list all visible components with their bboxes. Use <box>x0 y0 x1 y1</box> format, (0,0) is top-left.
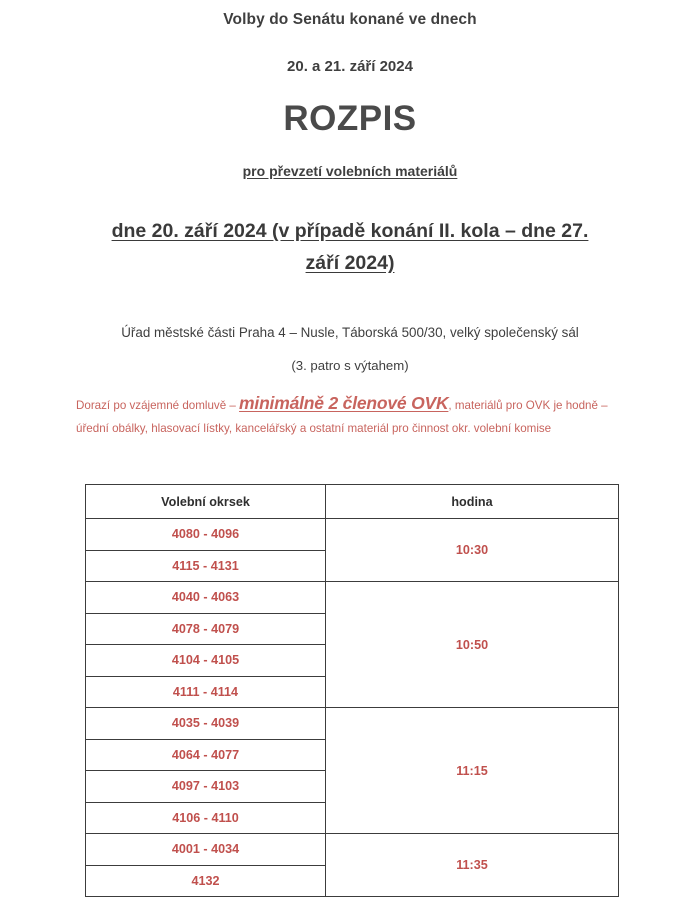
precinct-cell: 4040 - 4063 <box>86 582 326 614</box>
precinct-cell: 4035 - 4039 <box>86 708 326 740</box>
page-subtitle-text: pro převzetí volebních materiálů <box>242 163 458 179</box>
schedule-table-body <box>86 519 619 897</box>
note-emphasis: minimálně 2 členové OVK <box>239 393 449 413</box>
precinct-cell: 4115 - 4131 <box>86 550 326 582</box>
page-title: ROZPIS <box>283 99 417 138</box>
table-row <box>86 582 619 614</box>
hour-cell: 11:35 <box>326 834 619 897</box>
hour-cell: 10:30 <box>326 519 619 582</box>
precinct-cell: 4097 - 4103 <box>86 771 326 803</box>
note-line-2: hodně – úřední obálky, hlasovací lístky, kancelářský a ostatní materiál pro činnost okr. volební komise <box>76 399 608 435</box>
hour-cell: 11:15 <box>326 708 619 834</box>
column-header-precinct: Volební okrsek <box>86 485 326 519</box>
note-part-2: , materiálů pro OVK je <box>448 399 563 412</box>
table-row <box>86 519 619 551</box>
document-page <box>0 11 700 911</box>
precinct-cell: 4106 - 4110 <box>86 802 326 834</box>
precinct-cell: 4104 - 4105 <box>86 645 326 677</box>
precinct-cell: 4064 - 4077 <box>86 739 326 771</box>
heading-line-2: 20. a 21. září 2024 <box>287 58 413 75</box>
precinct-cell: 4001 - 4034 <box>86 834 326 866</box>
precinct-cell: 4078 - 4079 <box>86 613 326 645</box>
pickup-note <box>76 392 624 440</box>
hour-cell: 10:50 <box>326 582 619 708</box>
table-row <box>86 708 619 740</box>
venue-line-1: Úřad městské části Praha 4 – Nusle, Táborská 500/30, velký společenský sál <box>121 325 579 340</box>
precinct-cell: 4111 - 4114 <box>86 676 326 708</box>
schedule-table-wrapper <box>85 484 618 897</box>
heading-line-1: Volby do Senátu konané ve dnech <box>223 11 477 28</box>
date-block <box>78 215 623 279</box>
precinct-cell: 4080 - 4096 <box>86 519 326 551</box>
venue-line-2: (3. patro s výtahem) <box>291 358 409 373</box>
date-line-2: září 2024) <box>305 252 395 274</box>
table-header-row <box>86 485 619 519</box>
precinct-cell: 4132 <box>86 865 326 897</box>
note-part-1: Dorazí po vzájemné domluvě – <box>76 399 240 412</box>
column-header-hour: hodina <box>326 485 619 519</box>
date-line-1: dne 20. září 2024 (v případě konání II. kola – dne 27. <box>111 220 589 242</box>
table-row <box>86 834 619 866</box>
schedule-table <box>85 484 619 897</box>
page-subtitle <box>0 163 700 179</box>
